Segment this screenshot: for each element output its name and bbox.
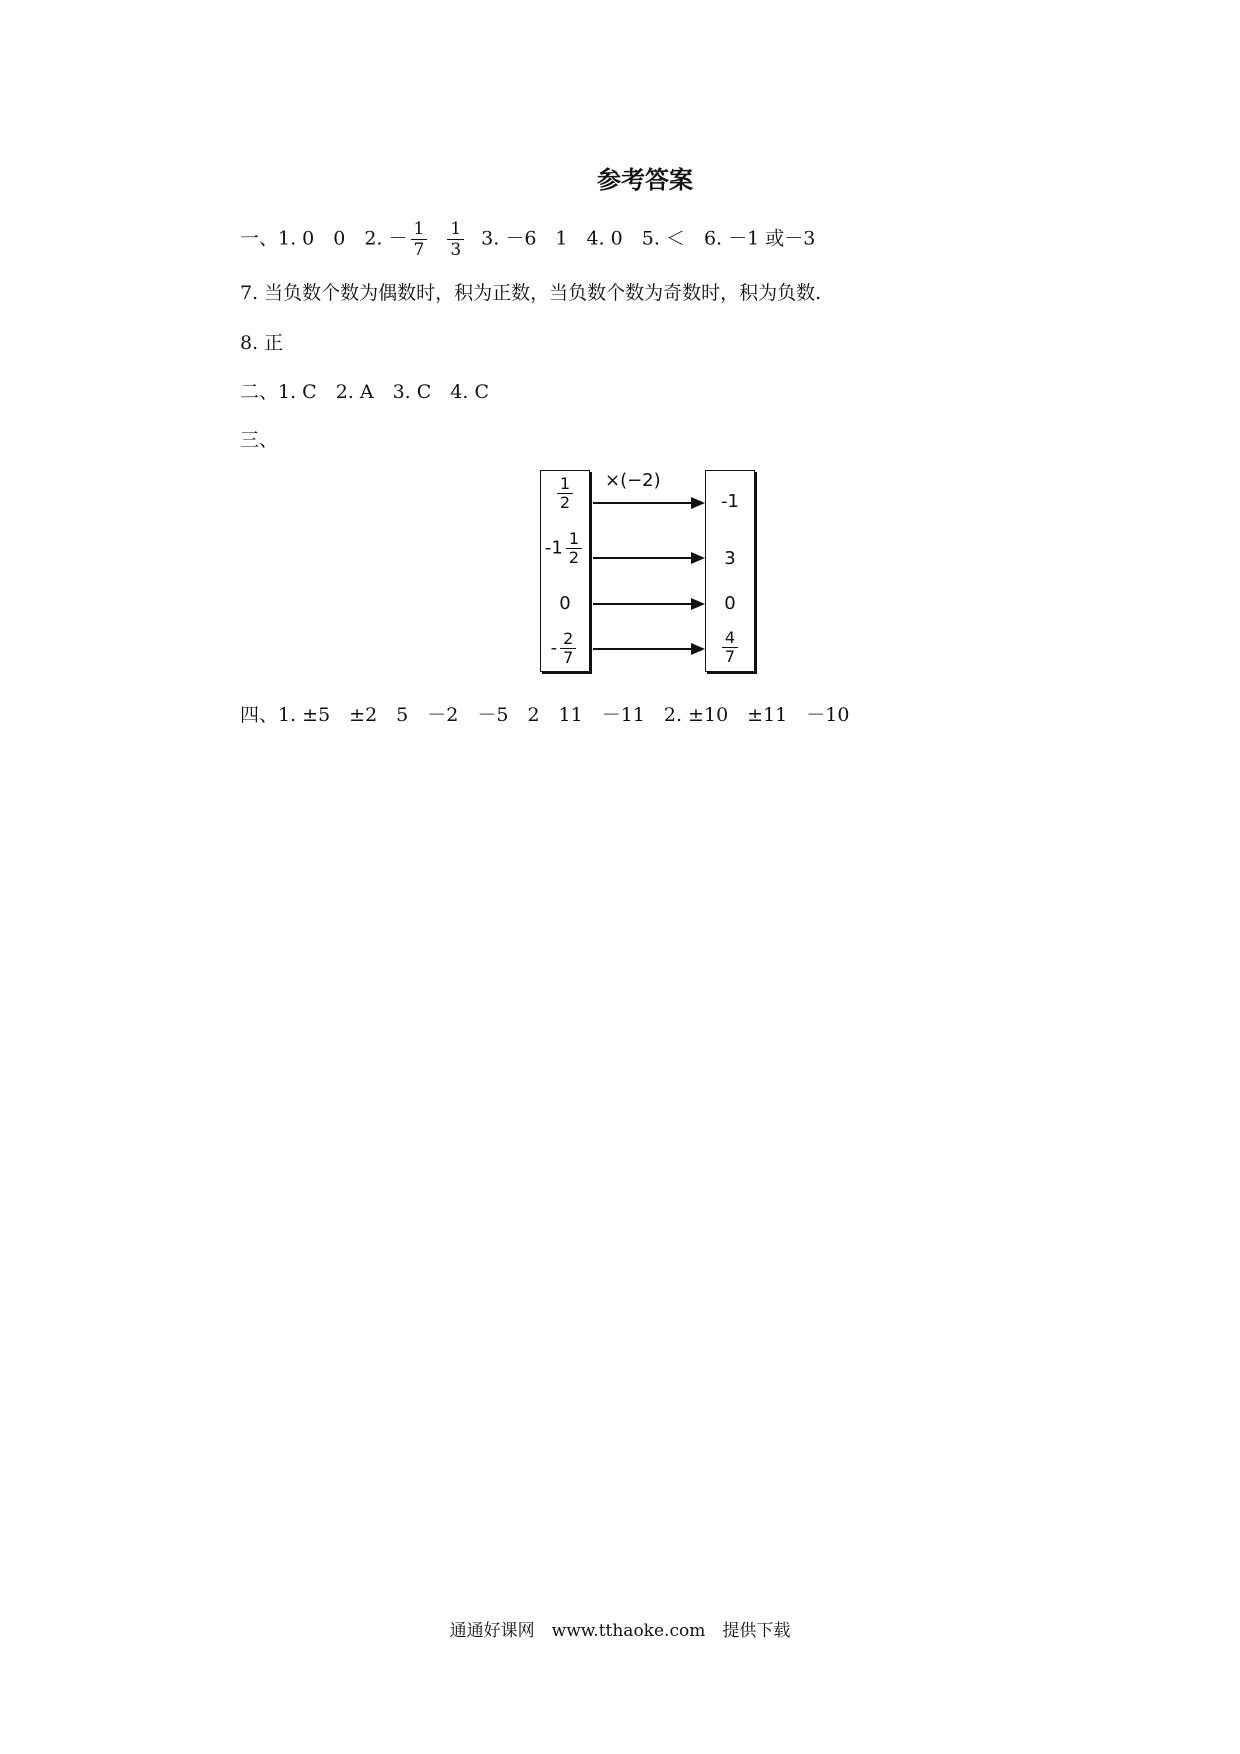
answer-7: 7. 当负数个数为偶数时，积为正数，当负数个数为奇数时，积为负数.	[240, 282, 822, 304]
arrow	[593, 557, 703, 559]
mapping-diagram	[520, 470, 760, 680]
answer-8: 8. 正	[240, 332, 284, 354]
footer-credit: 通通好课网 www.tthaoke.com 提供下载	[449, 1621, 791, 1641]
section-one-prefix: 一、1. 0 0 2. －	[240, 227, 408, 250]
page-title: 参考答案	[597, 166, 693, 194]
operation-label: ×(−2)	[605, 470, 661, 491]
input-item: - $\frac{2}{7}$	[541, 630, 589, 667]
output-item: 3	[724, 548, 736, 569]
section-four-answers: 四、1. ±5 ±2 5 －2 －5 2 11 －11 2. ±10 ±11 －10	[240, 704, 850, 726]
fraction-one-third: $\frac{1}{3}$	[447, 219, 464, 260]
section-three-heading: 三、	[240, 429, 279, 451]
arrow	[593, 502, 703, 504]
output-item: 0	[724, 593, 736, 614]
input-item: -1 $\frac{1}{2}$	[541, 530, 589, 567]
output-item: $\frac{4}{7}$	[706, 629, 754, 666]
output-item: -1	[721, 491, 739, 512]
section-one-answers	[240, 219, 815, 260]
section-one-rest: 3. －6 1 4. 0 5. ＜ 6. －1 或－3	[481, 227, 816, 250]
arrow	[593, 648, 703, 650]
input-item: 0	[559, 593, 571, 614]
section-two-answers: 二、1. C 2. A 3. C 4. C	[240, 381, 490, 403]
input-box	[540, 470, 590, 672]
output-box	[705, 470, 755, 672]
fraction-one-seventh: $\frac{1}{7}$	[411, 219, 428, 260]
input-item: $\frac{1}{2}$	[541, 475, 589, 512]
arrow	[593, 603, 703, 605]
